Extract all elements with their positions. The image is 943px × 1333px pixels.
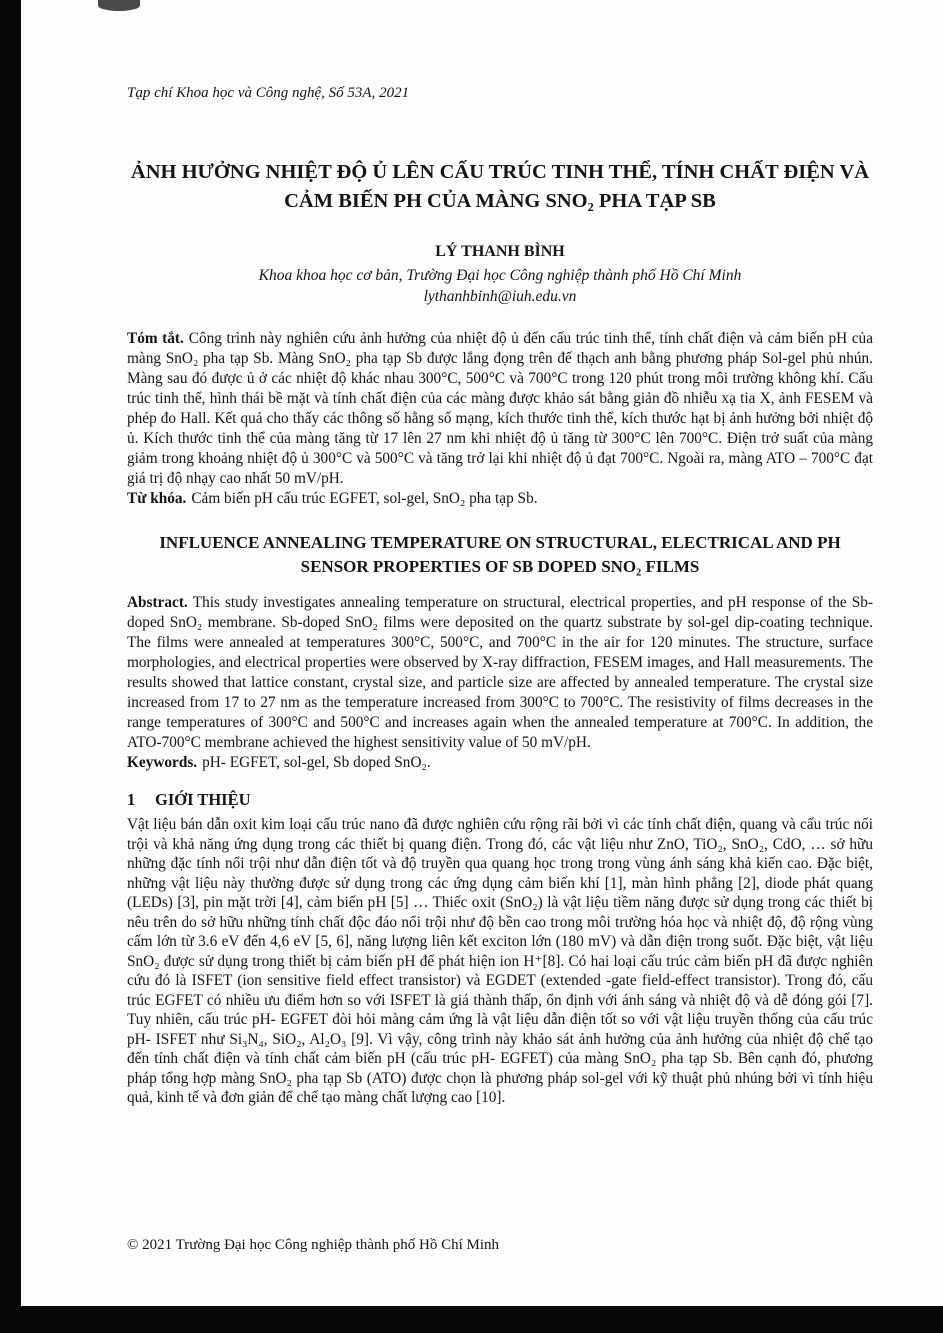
page-content: [127, 84, 873, 1108]
section-1-paragraph: Vật liệu bán dẫn oxit kim loại cấu trúc nano đã được nghiên cứu rộng rãi bởi vì các tính chất điện, quang và cấu trúc nổi trội và khả năng ứng dụng trong các thiết bị quang điện. Trong đó, các vật liệu như ZnO, TiO₂, SnO₂, CdO, … sở hữu những đặc tính nổi trội như dẫn điện tốt và độ truyền qua quang học trong trong vùng ánh sáng khả kiến cao. Đặc biệt, những vật liệu này thường được sử dụng trong các ứng dụng cảm biến khí [1], màn hình phẳng [2], diode phát quang (LEDs) [3], pin mặt trời [4], cảm biến pH [5] … Thiếc oxit (SnO₂) là vật liệu tiềm năng được sử dụng trong các thiết bị nêu trên do sở hữu những tính chất độc đáo nổi trội như độ bền cao trong môi trường hóa học và nhiệt độ, độ rộng vùng cấm lớn từ 3.6 eV đến 4,6 eV [5, 6], năng lượng liên kết exciton lớn (180 mV) và dẫn điện trong suốt. Đặc biệt, vật liệu SnO₂ được sử dụng trong thiết bị cảm biến pH để phát hiện ion H⁺[8]. Có hai loại cấu trúc cảm biến pH đã được nghiên cứu đó là ISFET (ion sensitive field effect transistor) và EGDET (extended -gate field-effect transistor). Trong đó, cấu trúc EGFET có nhiều ưu điểm hơn so với ISFET là giá thành thấp, ổn định với ánh sáng và nhiệt độ và dễ đóng gói [7]. Tuy nhiên, cấu trúc pH- EGFET đòi hỏi màng cảm ứng là vật liệu dẫn điện tốt so với vật liệu truyền thống của cấu trúc pH- ISFET như Si₃N₄, SiO₂, Al₂O₃ [9]. Vì vậy, công trình này khảo sát ảnh hưởng của ảnh hưởng của nhiệt độ chế tạo đến tính chất điện và tính chất cảm biến pH (cấu trúc pH- EGFET) của màng SnO₂ pha tạp Sb. Bên cạnh đó, phương pháp tổng hợp màng SnO₂ pha tạp Sb (ATO) được chọn là phương pháp sol-gel với kỹ thuật phủ nhúng bởi vì tính hiệu quả, kinh tế và đơn giản để chế tạo màng chất lượng cao [10].: [127, 816, 873, 1106]
keywords-vietnamese: [127, 489, 873, 509]
abstract-en-label: Abstract.: [127, 594, 188, 611]
keywords-en-text: pH- EGFET, sol-gel, Sb doped SnO₂.: [202, 754, 431, 771]
keywords-vi-text: Cảm biến pH cấu trúc EGFET, sol-gel, SnO₂ pha tạp Sb.: [191, 490, 538, 507]
section-1-title: GIỚI THIỆU: [155, 790, 251, 809]
author-affiliation: Khoa khoa học cơ bản, Trường Đại học Công nghiệp thành phố Hồ Chí Minh: [258, 267, 742, 284]
section-1-heading: [127, 789, 873, 810]
author-email: lythanhbinh@iuh.edu.vn: [423, 288, 577, 305]
keywords-en-label: Keywords.: [127, 754, 198, 771]
paper-title-english: INFLUENCE ANNEALING TEMPERATURE ON STRUCTURAL, ELECTRICAL AND PH SENSOR PROPERTIES OF SB DOPED SNO₂ FILMS: [159, 533, 841, 576]
page-footer-copyright: © 2021 Trường Đại học Công nghiệp thành phố Hồ Chí Minh: [127, 1237, 500, 1253]
paper-title-vietnamese: ẢNH HƯỞNG NHIỆT ĐỘ Ủ LÊN CẤU TRÚC TINH THỂ, TÍNH CHẤT ĐIỆN VÀ CẢM BIẾN PH CỦA MÀNG SNO₂ PHA TẠP SB: [130, 161, 870, 212]
scan-artifact: [98, 0, 140, 11]
section-1-number: 1: [127, 790, 136, 809]
scan-edge-bottom: [0, 1306, 943, 1333]
abstract-en-text: This study investigates annealing temperature on structural, electrical properties, and pH response of the Sb-doped SnO₂ membrane. Sb-doped SnO₂ films were deposited on the quartz substrate by sol-gel dip-coating technique. The films were annealed at temperatures 300°C, 500°C, and 700°C in the air for 120 minutes. The structure, surface morphologies, and electrical properties were observed by X-ray diffraction, FESEM images, and Hall measurements. The results showed that lattice constant, crystal size, and particle size are affected by annealed temperature. The crystal size increased from 17 to 27 nm as the temperature increased from 300°C to 700°C. The resistivity of films decreases in the range temperatures of 300°C and 500°C and increases again when the annealed temperature at 700°C. In addition, the ATO-700°C membrane achieved the highest sensitivity value of 50 mV/pH.: [127, 594, 873, 751]
abstract-vietnamese: [127, 329, 873, 489]
keywords-english: [127, 753, 873, 773]
abstract-vi-label: Tóm tắt.: [127, 330, 184, 347]
journal-header: Tạp chí Khoa học và Công nghệ, Số 53A, 2021: [127, 85, 410, 101]
keywords-vi-label: Từ khóa.: [127, 490, 187, 507]
author-name: LÝ THANH BÌNH: [435, 243, 565, 260]
abstract-vi-text: Công trình này nghiên cứu ảnh hưởng của nhiệt độ ủ đến cấu trúc tinh thể, tính chất điện và cảm biến pH của màng SnO₂ pha tạp Sb. Màng SnO₂ pha tạp Sb được lắng đọng trên đế thạch anh bằng phương pháp Sol-gel phủ nhún. Màng sau đó được ủ ở các nhiệt độ khác nhau 300°C, 500°C và 700°C trong 120 phút trong môi trường không khí. Cấu trúc tinh thể, hình thái bề mặt và tính chất điện của các màng được khảo sát bằng giản đồ nhiễu xạ tia X, ảnh FESEM và phép đo Hall. Kết quả cho thấy các thông số hằng số mạng, kích thước tinh thể, kích thước hạt bị ảnh hưởng bởi nhiệt độ ủ. Kích thước tinh thể của màng tăng từ 17 lên 27 nm khi nhiệt độ ủ tăng từ 300°C lên 700°C. Điện trở suất của màng giảm trong khoảng nhiệt độ ủ 300°C và 500°C và tăng trở lại khi nhiệt độ ủ đạt 700°C. Ngoài ra, màng ATO – 700°C đạt giá trị độ nhạy cao nhất 50 mV/pH.: [127, 330, 873, 487]
scan-edge-left: [0, 0, 21, 1333]
abstract-english: [127, 593, 873, 753]
